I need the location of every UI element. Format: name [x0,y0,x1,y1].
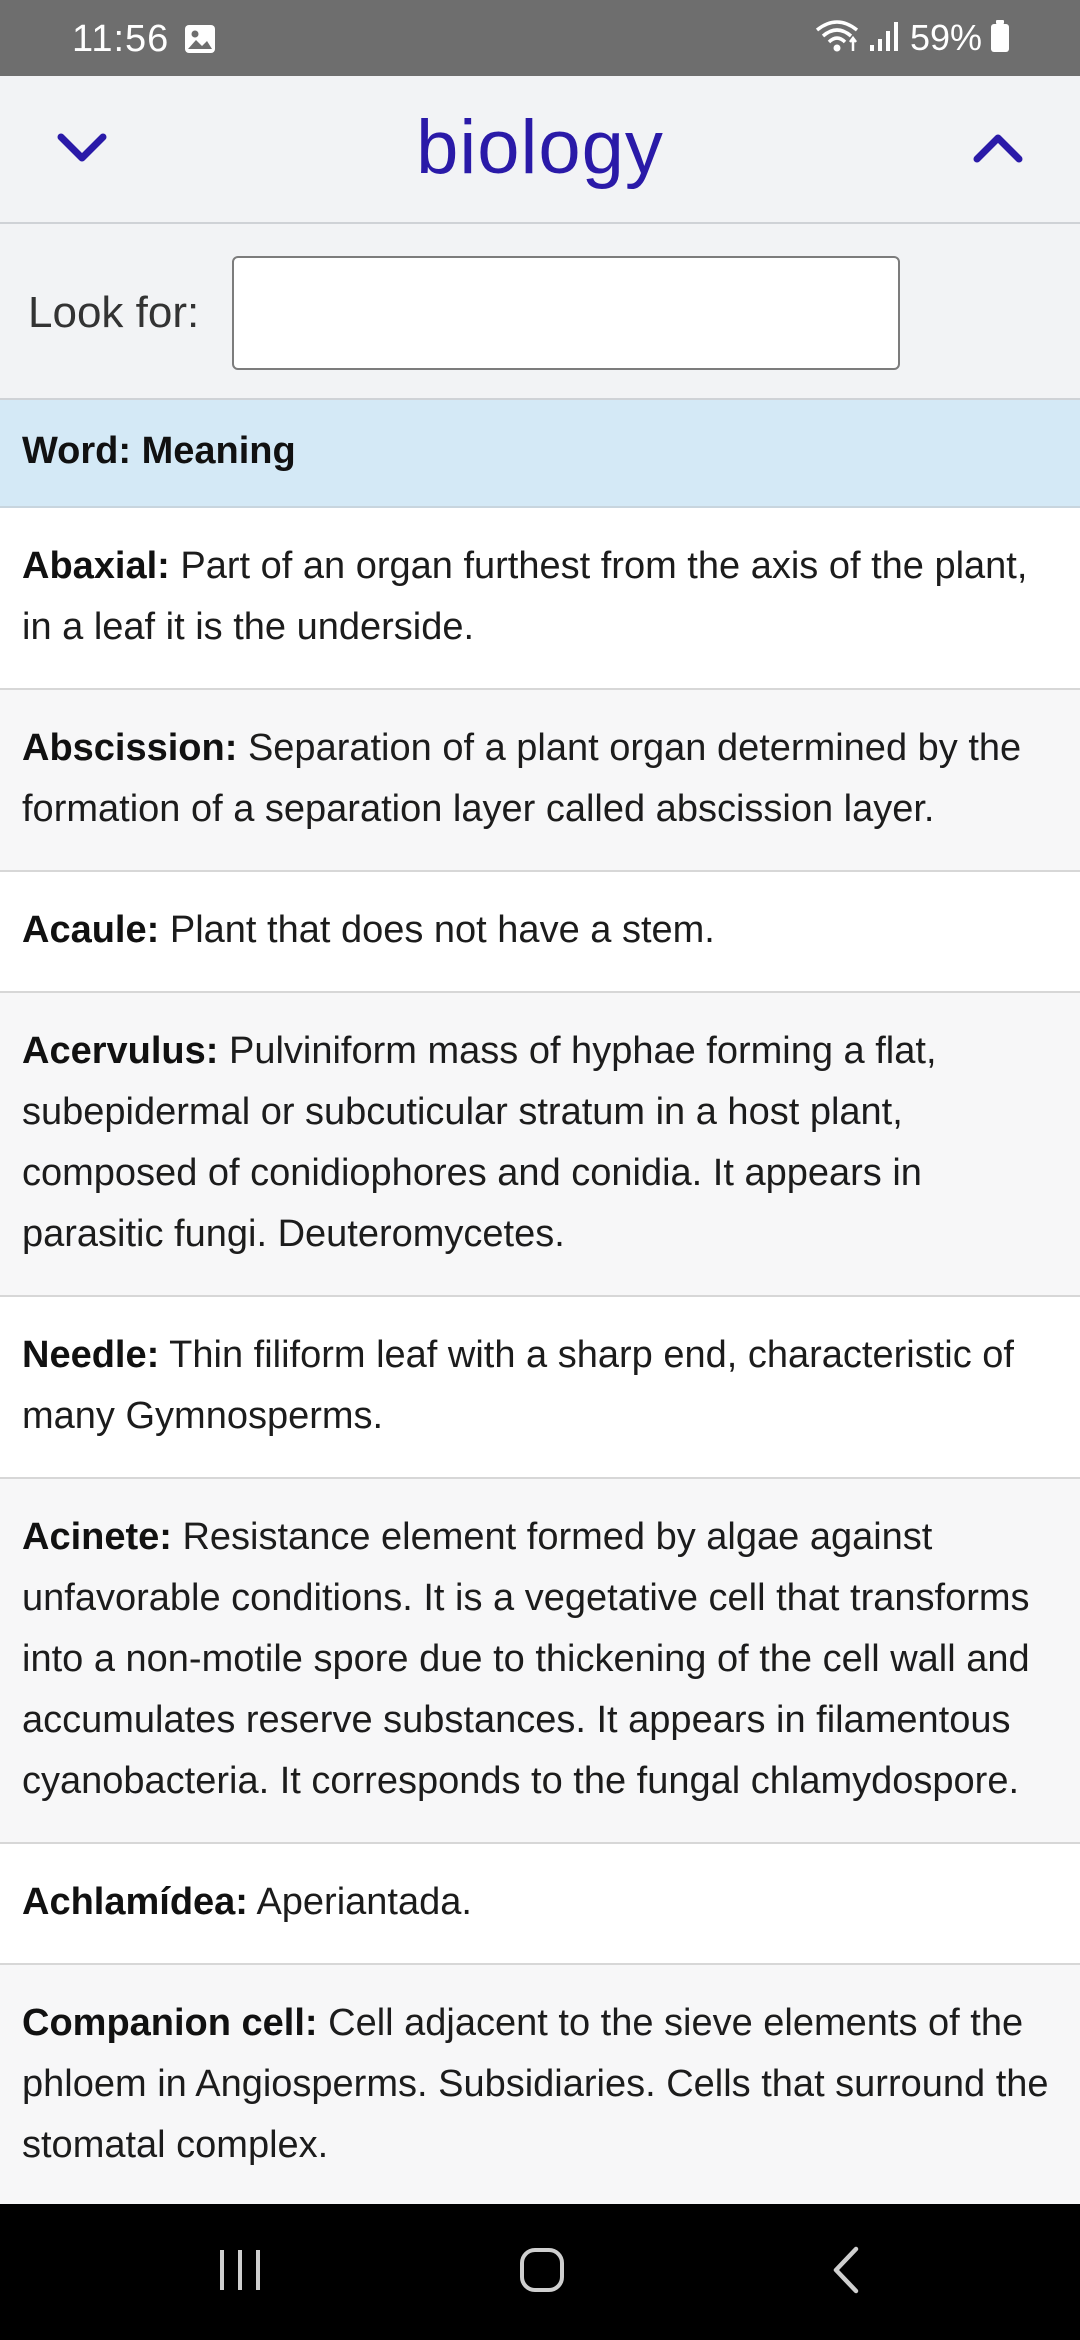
back-icon [828,2245,864,2300]
entry-term: Acaule: [22,909,160,951]
system-nav-bar [0,2204,1080,2340]
glossary-list[interactable] [0,400,1080,2204]
entry-term: Abaxial: [22,545,170,587]
page-title: biology [416,105,664,190]
entry-meaning: Separation of a plant organ determined by the formation of a separation layer called abscission layer. [22,727,1022,830]
entry-meaning: Cell adjacent to the sieve elements of the phloem in Angiosperms. Subsidiaries. Cells that surround the stomatal complex. [22,2002,1049,2166]
search-label: Look for: [28,288,200,337]
list-item[interactable] [0,1844,1080,1965]
next-button[interactable] [950,110,1046,190]
entry-meaning: Aperiantada. [256,1881,472,1923]
home-button[interactable] [482,2232,602,2312]
back-button[interactable] [786,2232,906,2312]
recent-apps-icon [216,2247,264,2298]
entry-term: Achlamídea: [22,1881,248,1923]
entry-term: Needle: [22,1334,160,1376]
list-item[interactable] [0,1479,1080,1844]
home-icon [517,2245,567,2300]
status-bar [0,0,1080,76]
list-item[interactable] [0,872,1080,993]
battery-icon [990,19,1010,58]
list-item[interactable] [0,993,1080,1297]
entry-term: Companion cell: [22,2002,318,2044]
list-item[interactable] [0,1297,1080,1479]
search-row [0,224,1080,400]
entry-term: Acervulus: [22,1030,219,1072]
status-time: 11:56 [72,18,170,60]
entry-meaning: Plant that does not have a stem. [169,909,715,951]
list-header: Word: Meaning [0,400,1080,508]
entry-term: Acinete: [22,1516,172,1558]
search-input[interactable] [232,256,900,370]
image-icon [184,24,216,54]
entry-meaning: Pulviniform mass of hyphae forming a flat, subepidermal or subcuticular stratum in a host plant, composed of conidiophores and conidia. It appears in parasitic fungi. Deuteromycetes. [22,1030,937,1255]
entry-term: Abscission: [22,727,238,769]
battery-percent: 59% [909,17,982,58]
app-header [0,76,1080,224]
entry-meaning: Part of an organ furthest from the axis of the plant, in a leaf it is the underside. [22,545,1028,648]
signal-icon [868,19,902,58]
chevron-up-icon [972,131,1024,170]
list-item[interactable] [0,690,1080,872]
recent-apps-button[interactable] [180,2232,300,2312]
entry-meaning: Thin filiform leaf with a sharp end, characteristic of many Gymnosperms. [22,1334,1014,1437]
list-item[interactable] [0,1965,1080,2204]
list-item[interactable] [0,508,1080,690]
entries-container [0,508,1080,2204]
entry-meaning: Resistance element formed by algae against unfavorable conditions. It is a vegetative cell that transforms into a non-motile spore due to thickening of the cell wall and accumulates reserve substances. It appears in filamentous cyanobacteria. It corresponds to the fungal chlamydospore. [22,1516,1030,1802]
status-indicators [814,16,1010,60]
wifi-icon [814,18,860,59]
